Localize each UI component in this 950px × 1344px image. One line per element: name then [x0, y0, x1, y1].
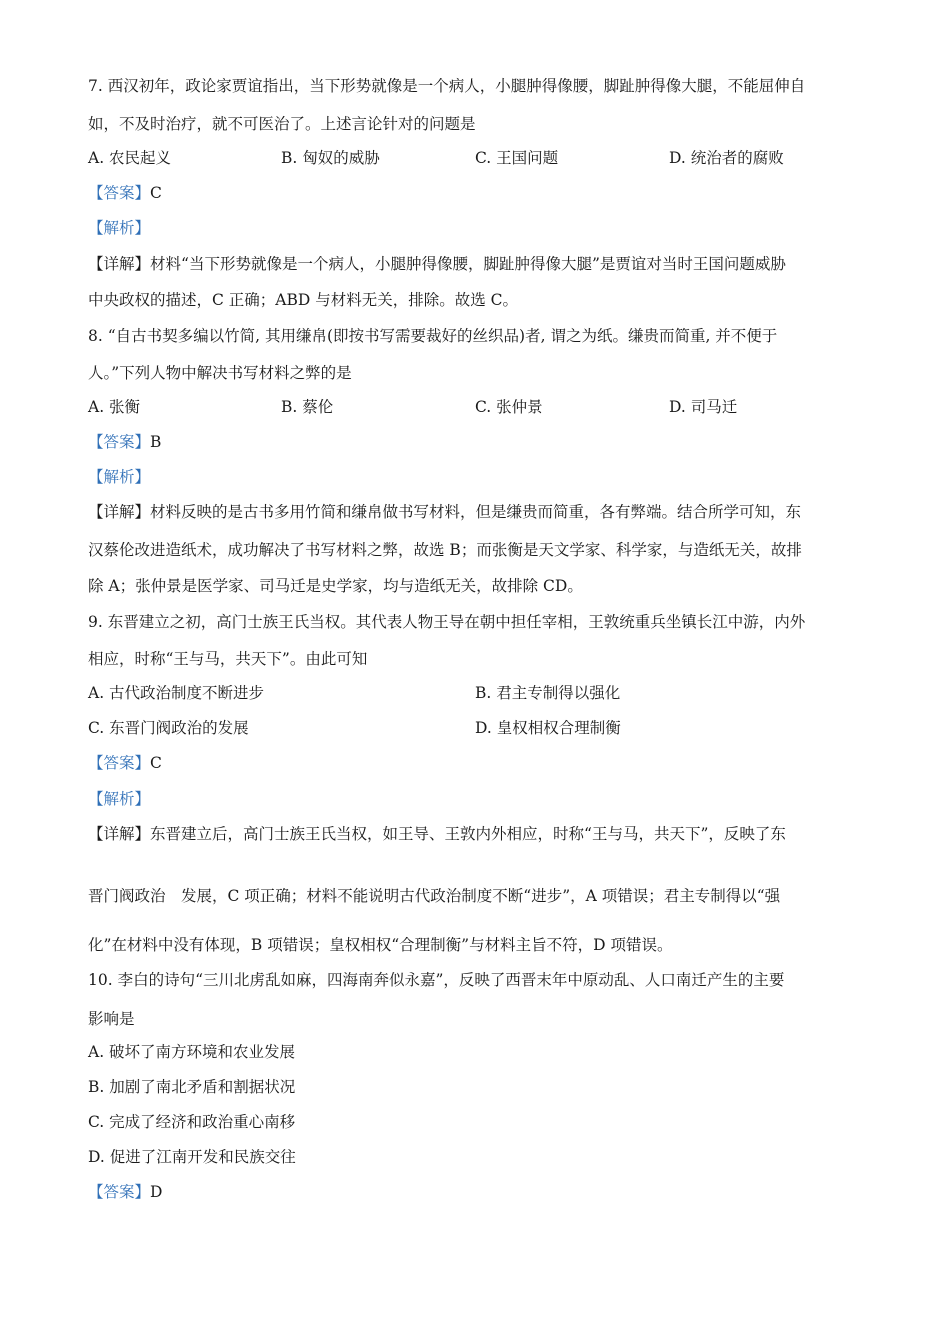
q9-stem-line-1: 9. 东晋建立之初，高门士族王氏当权。其代表人物王导在朝中担任宰相，王敦统重兵坐镇长江中游，内外 — [88, 613, 806, 631]
q10-stem-line-2: 影响是 — [88, 1010, 135, 1028]
q10-stem-line-1: 10. 李白的诗句“三川北虏乱如麻，四海南奔似永嘉”，反映了西晋末年中原动乱、人口南迁产生的主要 — [88, 971, 785, 989]
detail-text: 材料反映的是古书多用竹简和缣帛做书写材料，但是缣贵而简重，各有弊端。结合所学可知，东 — [150, 503, 802, 521]
answer-tag: 【答案】 — [88, 184, 151, 202]
q7-answer — [88, 183, 162, 203]
q9-option-b: B. 君主专制得以强化 — [475, 684, 621, 702]
q9-analysis-tag: 【解析】 — [88, 790, 151, 808]
detail-text: 材料“当下形势就像是一个病人，小腿肿得像腰，脚趾肿得像大腿”是贾谊对当时王国问题威胁 — [150, 255, 786, 273]
answer-value: D — [150, 1183, 163, 1201]
q8-option-c: C. 张仲景 — [475, 398, 543, 416]
q9-detail-line-3: 化”在材料中没有体现，B 项错误；皇权相权“合理制衡”与材料主旨不符，D 项错误。 — [88, 936, 673, 954]
detail-tag: 【详解】 — [88, 255, 151, 273]
q10-option-b: B. 加剧了南北矛盾和割据状况 — [88, 1078, 296, 1096]
q7-detail-line-2: 中央政权的描述，C 正确；ABD 与材料无关，排除。故选 C。 — [88, 291, 519, 309]
answer-value: C — [150, 184, 162, 202]
q8-detail-line-3: 除 A；张仲景是医学家、司马迁是史学家，均与造纸无关，故排除 CD。 — [88, 577, 583, 595]
q10-option-c: C. 完成了经济和政治重心南移 — [88, 1113, 296, 1131]
answer-value: B — [150, 433, 162, 451]
q7-option-c: C. 王国问题 — [475, 149, 559, 167]
q9-option-c: C. 东晋门阀政治的发展 — [88, 719, 249, 737]
q8-option-d: D. 司马迁 — [669, 398, 738, 416]
detail-text: 东晋建立后，高门士族王氏当权，如王导、王敦内外相应，时称“王与马，共天下”，反映了东 — [150, 825, 786, 843]
q7-stem-line-2: 如，不及时治疗，就不可医治了。上述言论针对的问题是 — [88, 115, 476, 133]
q8-option-b: B. 蔡伦 — [281, 398, 334, 416]
detail-tag: 【详解】 — [88, 825, 151, 843]
q8-option-a: A. 张衡 — [88, 398, 141, 416]
q9-option-d: D. 皇权相权合理制衡 — [475, 719, 621, 737]
q8-stem-line-2: 人。”下列人物中解决书写材料之弊的是 — [88, 364, 352, 382]
q8-analysis-tag: 【解析】 — [88, 468, 151, 486]
q9-stem-line-2: 相应，时称“王与马，共天下”。由此可知 — [88, 650, 368, 668]
q7-stem-line-1: 7. 西汉初年，政论家贾谊指出，当下形势就像是一个病人，小腿肿得像腰，脚趾肿得像大腿，不能屈伸自 — [88, 77, 806, 95]
q9-detail-line-2: 晋门阀政治 发展，C 项正确；材料不能说明古代政治制度不断“进步”，A 项错误；君主专制得以“强 — [88, 887, 781, 905]
q9-detail-line-1 — [88, 824, 786, 844]
q10-option-a: A. 破坏了南方环境和农业发展 — [88, 1043, 296, 1061]
q7-option-b: B. 匈奴的威胁 — [281, 149, 380, 167]
answer-value: C — [150, 754, 162, 772]
q8-detail-line-2: 汉蔡伦改进造纸术，成功解决了书写材料之弊，故选 B；而张衡是天文学家、科学家，与造纸无关，故排 — [88, 541, 802, 559]
q10-answer — [88, 1182, 162, 1202]
q7-option-d: D. 统治者的腐败 — [669, 149, 784, 167]
q8-detail-line-1 — [88, 502, 801, 522]
detail-tag: 【详解】 — [88, 503, 151, 521]
q7-analysis-tag: 【解析】 — [88, 219, 151, 237]
q7-detail-line-1 — [88, 254, 786, 274]
answer-tag: 【答案】 — [88, 1183, 151, 1201]
q7-option-a: A. 农民起义 — [88, 149, 172, 167]
q9-option-a: A. 古代政治制度不断进步 — [88, 684, 265, 702]
answer-tag: 【答案】 — [88, 754, 151, 772]
answer-tag: 【答案】 — [88, 433, 151, 451]
q10-option-d: D. 促进了江南开发和民族交往 — [88, 1148, 296, 1166]
q8-stem-line-1: 8. “自古书契多编以竹简, 其用缣帛(即按书写需要裁好的丝织品)者, 谓之为纸。缣贵而简重, 并不便于 — [88, 327, 778, 345]
q8-answer — [88, 432, 161, 452]
q9-answer — [88, 753, 162, 773]
